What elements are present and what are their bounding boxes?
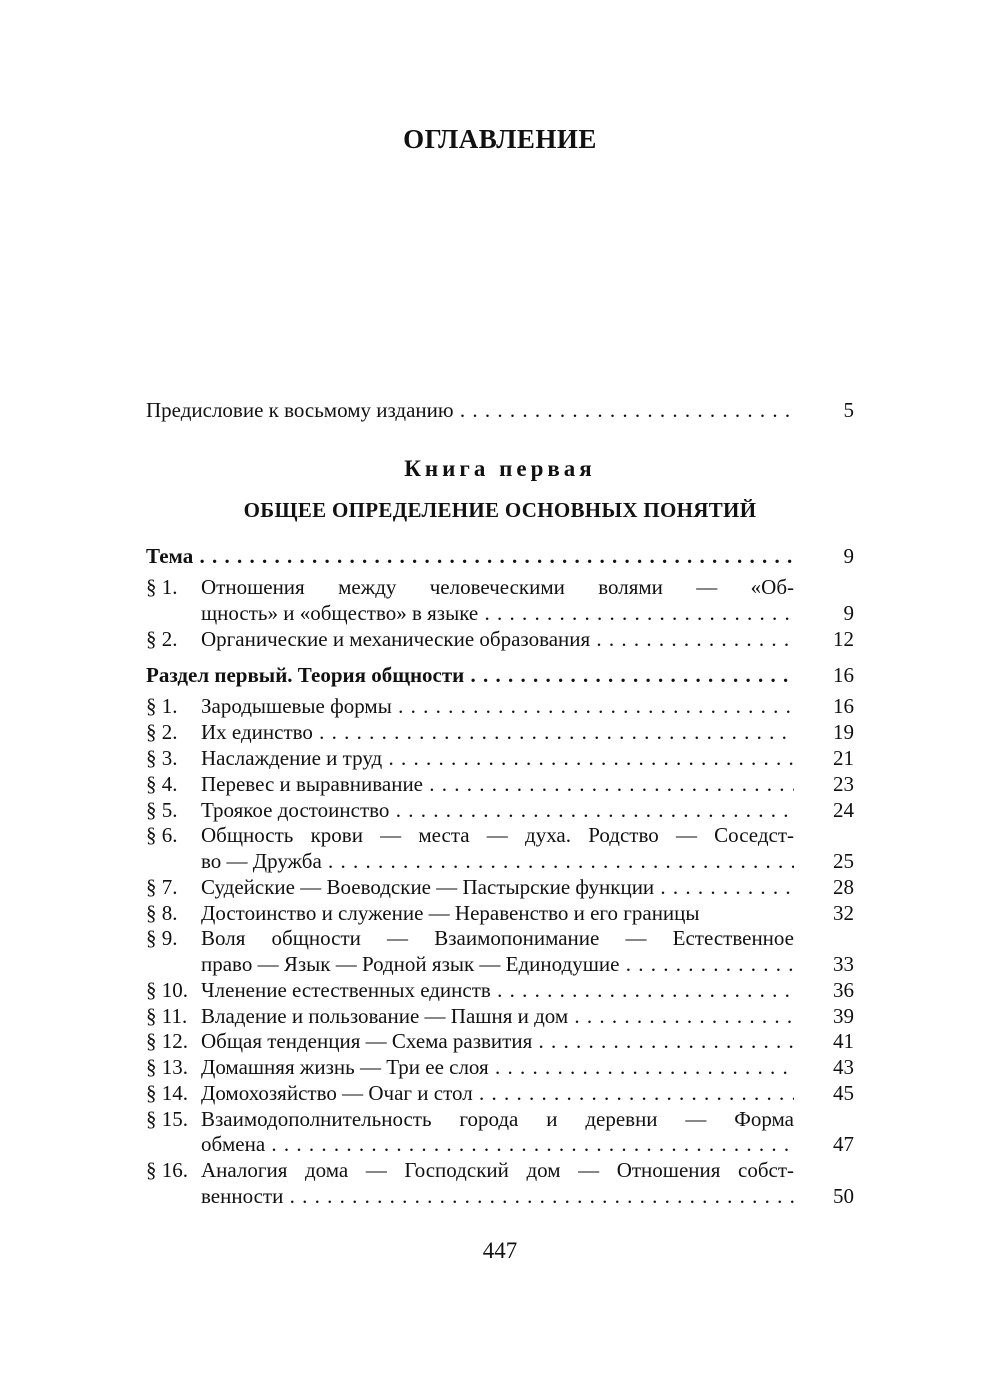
- toc-entry-text: Предисловие к восьмому изданию . . .: [146, 397, 794, 423]
- toc-entry-page: 32: [833, 901, 854, 925]
- toc-entry-page: 19: [833, 720, 854, 744]
- toc-entry-16-line2: [146, 1183, 854, 1209]
- toc-entry-text: Перевес и выравнивание . . .: [201, 771, 794, 797]
- toc-entry-6-line2: [146, 848, 854, 874]
- toc-entry-page: 25: [833, 849, 854, 873]
- toc-entry-text: щность» и «общество» в языке . . .: [201, 600, 794, 626]
- toc-entry-3: [146, 745, 854, 771]
- toc-entry-page: 50: [833, 1184, 854, 1208]
- section-number: § 16.: [146, 1158, 188, 1182]
- toc-entry-2: [146, 719, 854, 745]
- toc-entry-14: [146, 1080, 854, 1106]
- toc-entry-page: 21: [833, 746, 854, 770]
- toc-entry-text: венности . . .: [201, 1183, 794, 1209]
- toc-entry-9-line1: [146, 925, 854, 951]
- toc-entry-text: Раздел первый. Теория общности . . .: [146, 662, 794, 688]
- section-number: § 3.: [146, 746, 178, 770]
- toc-entry-text: право — Язык — Родной язык — Единодушие . . .: [201, 951, 794, 977]
- toc-entry-page: 5: [843, 398, 854, 422]
- part-title: ОБЩЕЕ ОПРЕДЕЛЕНИЕ ОСНОВНЫХ ПОНЯТИЙ: [243, 498, 757, 522]
- toc-entry-5: [146, 797, 854, 823]
- section-number: § 10.: [146, 978, 188, 1002]
- section-number: § 1.: [146, 575, 178, 599]
- toc-entry-page: 28: [833, 875, 854, 899]
- toc-entry-text: Домашняя жизнь — Три ее слоя . . .: [201, 1054, 794, 1080]
- toc-entry-preface: [146, 397, 854, 423]
- section-number: § 8.: [146, 901, 178, 925]
- toc-entry-page: 16: [833, 694, 854, 718]
- toc-entry-text: Органические и механические образования . . .: [201, 626, 794, 652]
- toc-entry-text: Взаимодополнительность города и деревни — Форма: [201, 1107, 794, 1131]
- toc-entry-16-line1: [146, 1157, 854, 1183]
- toc-entry-page: 41: [833, 1029, 854, 1053]
- toc-entry-7: [146, 874, 854, 900]
- toc-entry-text: Тема . . .: [146, 543, 794, 569]
- section-number: § 7.: [146, 875, 178, 899]
- toc-entry-4: [146, 771, 854, 797]
- section-number: § 5.: [146, 798, 178, 822]
- toc-entry-text: Аналогия дома — Господский дом — Отношения собст-: [201, 1158, 794, 1182]
- toc-entry-text: Общая тенденция — Схема развития . . .: [201, 1028, 794, 1054]
- toc-entry-page: 33: [833, 952, 854, 976]
- section-number: § 12.: [146, 1029, 188, 1053]
- toc-entry-page: 16: [833, 663, 854, 687]
- toc-entry-page: 9: [843, 601, 854, 625]
- section-number: § 14.: [146, 1081, 188, 1105]
- toc-entry-1: [146, 693, 854, 719]
- section-number: § 4.: [146, 772, 178, 796]
- toc-entry-text: Судейские — Воеводские — Пастырские функции . . .: [201, 874, 794, 900]
- section-number: § 11.: [146, 1004, 188, 1028]
- toc-entry-text: обмена . . .: [201, 1131, 794, 1157]
- section-number: § 9.: [146, 926, 178, 950]
- toc-entry-page: 45: [833, 1081, 854, 1105]
- toc-entry-tema: [146, 543, 854, 569]
- toc-entry-page: 36: [833, 978, 854, 1002]
- toc-entry-text: Троякое достоинство . . .: [201, 797, 794, 823]
- toc-entry-6-line1: [146, 822, 854, 848]
- toc-entry-10: [146, 977, 854, 1003]
- toc-entry-12: [146, 1028, 854, 1054]
- toc-entry-page: 39: [833, 1004, 854, 1028]
- toc-entry-15-line2: [146, 1131, 854, 1157]
- book-label: Книга первая: [404, 456, 596, 481]
- section-number: § 1.: [146, 694, 178, 718]
- toc-entry-text: Домохозяйство — Очаг и стол . . .: [201, 1080, 794, 1106]
- section-number: § 6.: [146, 823, 178, 847]
- toc-entry-text: Наслаждение и труд . . .: [201, 745, 794, 771]
- toc-entry-text: Их единство . . .: [201, 719, 794, 745]
- page-title: ОГЛАВЛЕНИЕ: [403, 124, 597, 154]
- toc-entry-8: [146, 900, 854, 926]
- toc-entry-text: Достоинство и служение — Неравенство и его границы: [201, 901, 700, 925]
- toc-entry-11: [146, 1003, 854, 1029]
- toc-entry-page: 12: [833, 627, 854, 651]
- section-number: § 15.: [146, 1107, 188, 1131]
- toc-entry-page: 43: [833, 1055, 854, 1079]
- toc-entry-tema-s2: [146, 626, 854, 652]
- toc-entry-text: Воля общности — Взаимопонимание — Естественное: [201, 926, 794, 950]
- toc-entry-razdel1: [146, 662, 854, 688]
- toc-entry-text: Членение естественных единств . . .: [201, 977, 794, 1003]
- toc-entry-text: Владение и пользование — Пашня и дом . . .: [201, 1003, 794, 1029]
- toc-entry-text: Зародышевые формы . . .: [201, 693, 794, 719]
- toc-entry-text: Отношения между человеческими волями — «Об-: [201, 575, 794, 599]
- section-number: § 13.: [146, 1055, 188, 1079]
- section-number: § 2.: [146, 627, 178, 651]
- toc-entry-page: 23: [833, 772, 854, 796]
- page-number: 447: [482, 1238, 518, 1263]
- toc-entry-15-line1: [146, 1106, 854, 1132]
- toc-entry-9-line2: [146, 951, 854, 977]
- toc-entry-page: 9: [843, 544, 854, 568]
- toc-entry-13: [146, 1054, 854, 1080]
- section-number: § 2.: [146, 720, 178, 744]
- toc-entry-tema-s1-line1: [146, 574, 854, 600]
- toc-entry-page: 47: [833, 1132, 854, 1156]
- toc-entry-page: 24: [833, 798, 854, 822]
- toc-entry-text: Общность крови — места — духа. Родство — Соседст-: [201, 823, 794, 847]
- toc-entry-tema-s1-line2: [146, 600, 854, 626]
- toc-entry-text: во — Дружба . . .: [201, 848, 794, 874]
